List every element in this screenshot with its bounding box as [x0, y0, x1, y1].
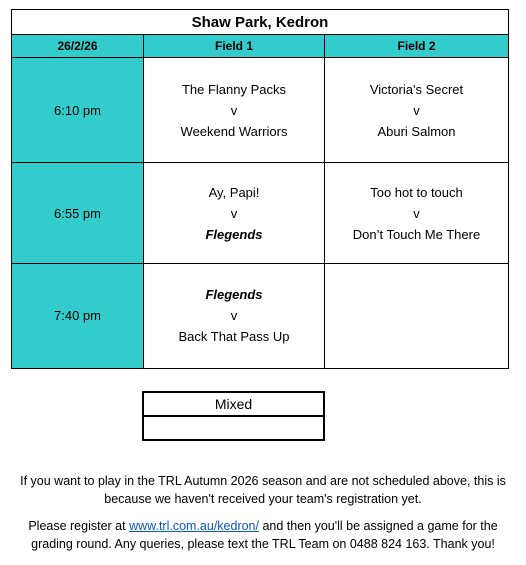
table-row [12, 58, 509, 163]
registration-notes [8, 472, 518, 562]
home-team: Too hot to touch [370, 184, 463, 200]
away-team: Flegends [205, 226, 263, 242]
field2-header: Field 2 [325, 35, 509, 58]
versus-label: v [230, 102, 238, 118]
registration-link[interactable]: www.trl.com.au/kedron/ [129, 519, 259, 533]
field1-header: Field 1 [144, 35, 325, 58]
away-team: Back That Pass Up [178, 329, 290, 345]
game-cell [144, 58, 325, 163]
table-row [12, 263, 509, 368]
versus-label: v [230, 308, 238, 324]
versus-label: v [413, 102, 420, 118]
time-cell: 6:55 pm [12, 163, 144, 263]
note-text: Please register at [28, 519, 130, 533]
home-team: The Flanny Packs [181, 81, 287, 97]
home-team: Victoria's Secret [369, 81, 464, 97]
schedule-table [11, 9, 509, 369]
game-cell [325, 58, 509, 163]
away-team: Weekend Warriors [180, 123, 288, 139]
legend-value [143, 416, 324, 440]
versus-label: v [413, 205, 420, 221]
game-cell [144, 163, 325, 263]
note-paragraph [8, 517, 518, 553]
game-cell [325, 163, 509, 263]
division-legend [142, 391, 325, 441]
versus-label: v [230, 205, 238, 221]
legend-label: Mixed [143, 392, 324, 416]
game-cell [144, 263, 325, 368]
date-header: 26/2/26 [12, 35, 144, 58]
empty-game-cell [325, 263, 509, 368]
home-team: Flegends [205, 287, 263, 303]
note-paragraph: If you want to play in the TRL Autumn 2026 season and are not scheduled above, this is because we haven't received your team's registration yet. [20, 474, 506, 506]
home-team: Ay, Papi! [208, 184, 260, 200]
venue-title: Shaw Park, Kedron [12, 10, 509, 35]
away-team: Aburi Salmon [377, 123, 456, 139]
note-text: and then you'll be assigned a game for the grading round. Any queries, please text the TRL Team on 0488 824 163. Thank you! [31, 519, 498, 551]
time-cell: 7:40 pm [12, 263, 144, 368]
time-cell: 6:10 pm [12, 58, 144, 163]
away-team: Don’t Touch Me There [352, 226, 481, 242]
table-row [12, 163, 509, 263]
